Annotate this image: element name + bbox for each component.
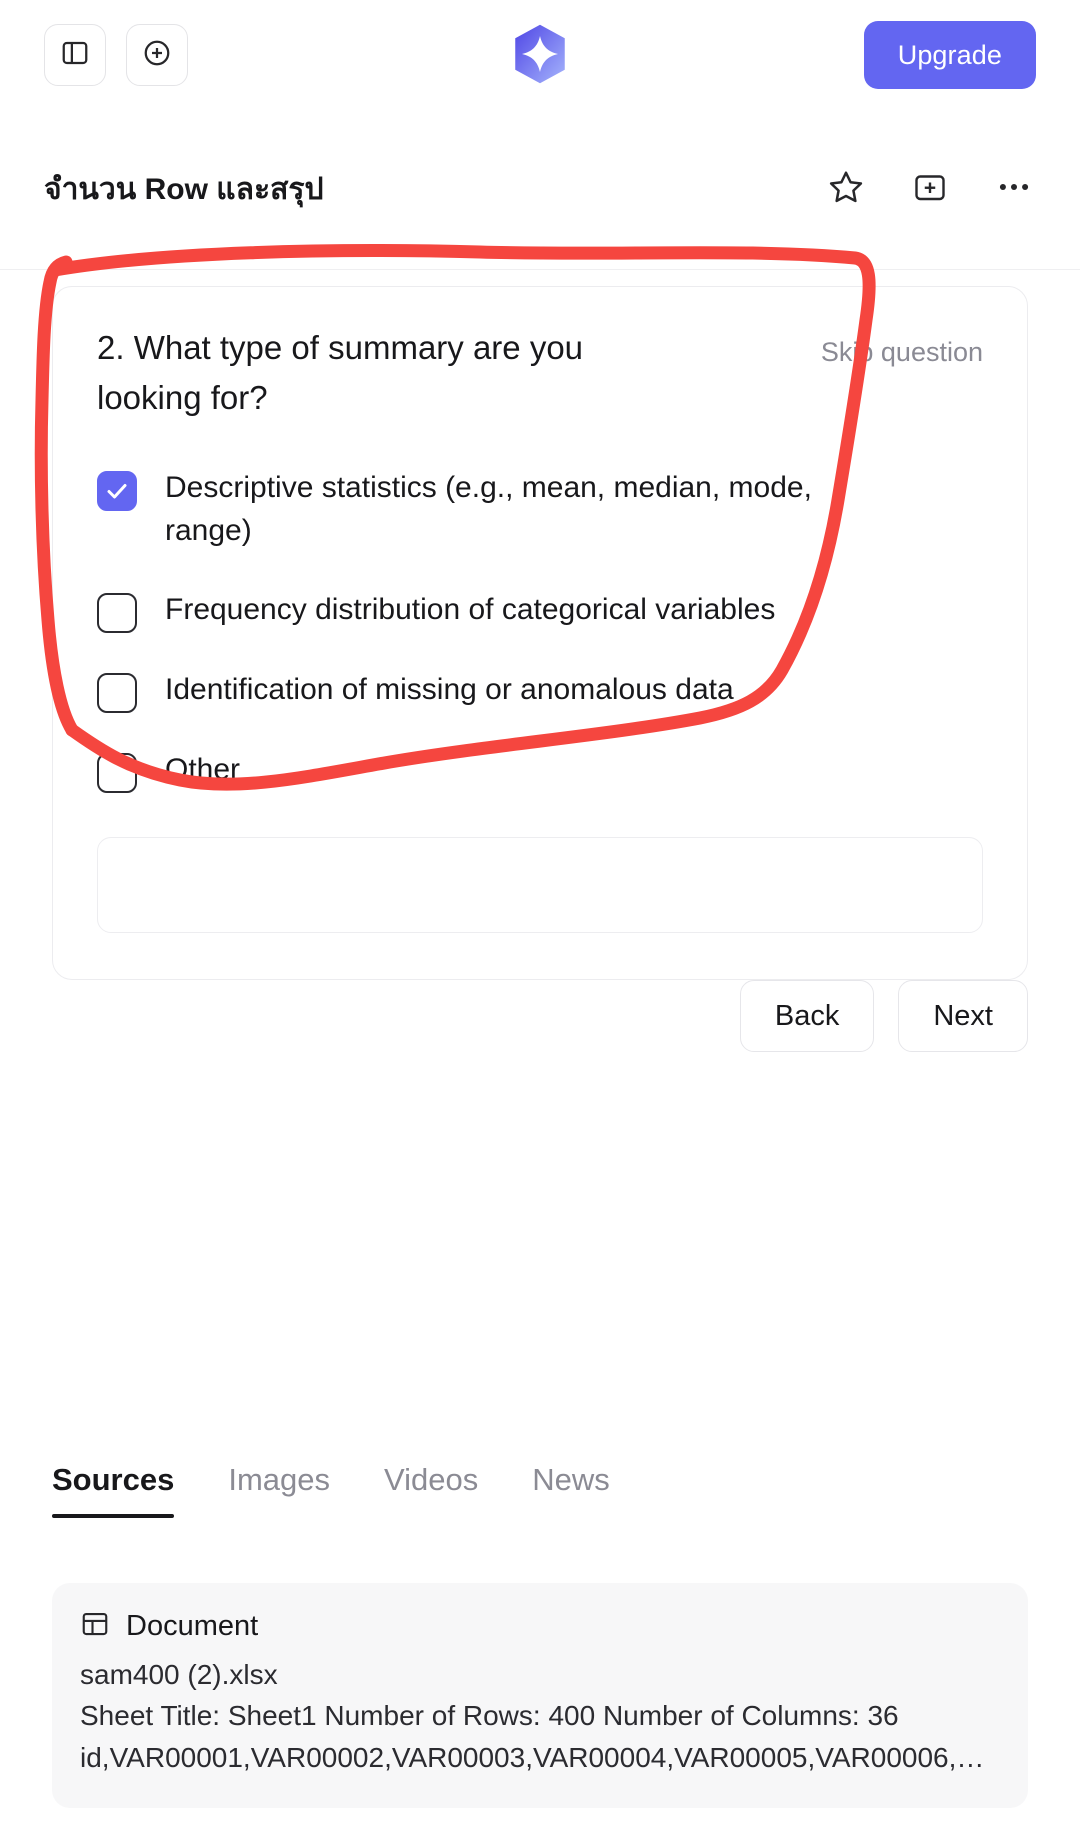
skip-question-button[interactable]: Skip question <box>820 337 983 367</box>
top-bar <box>0 0 1080 110</box>
tab-sources[interactable]: Sources <box>52 1462 174 1518</box>
checkbox-frequency-distribution[interactable] <box>97 593 137 633</box>
source-meta-line-2: id,VAR00001,VAR00002,VAR00003,VAR00004,VAR00005,VAR00006,… <box>80 1741 985 1773</box>
option-label: Identification of missing or anomalous data <box>165 672 734 706</box>
option-row[interactable] <box>97 467 983 552</box>
checkbox-other[interactable] <box>97 753 137 793</box>
conversation-title-bar <box>0 110 1080 270</box>
results-tabs <box>52 1462 1028 1518</box>
question-nav <box>740 980 1028 1052</box>
source-card[interactable] <box>52 1583 1028 1808</box>
tab-news[interactable]: News <box>532 1462 610 1497</box>
more-options-button[interactable] <box>992 168 1036 212</box>
add-to-folder-button[interactable] <box>908 168 952 212</box>
source-filename: sam400 (2).xlsx <box>80 1659 278 1690</box>
title-actions <box>824 168 1036 212</box>
sidebar-panel-icon <box>60 38 90 73</box>
checkbox-descriptive-statistics[interactable] <box>97 471 137 511</box>
source-header <box>80 1609 1000 1644</box>
star-icon <box>827 168 865 211</box>
table-document-icon <box>80 1609 110 1644</box>
checkbox-missing-data[interactable] <box>97 673 137 713</box>
question-card <box>52 286 1028 980</box>
source-meta-line-1: Sheet Title: Sheet1 Number of Rows: 400 Number of Columns: 36 <box>80 1700 899 1732</box>
plus-circle-icon <box>142 38 172 73</box>
upgrade-button[interactable]: Upgrade <box>864 21 1036 89</box>
question-text: 2. What type of summary are you looking for? <box>97 329 584 417</box>
new-chat-button[interactable] <box>126 24 188 86</box>
sidebar-toggle-button[interactable] <box>44 24 106 86</box>
source-kind: Document <box>126 1610 259 1642</box>
star-button[interactable] <box>824 168 868 212</box>
option-label: Frequency distribution of categorical variables <box>165 592 776 626</box>
back-button[interactable]: Back <box>740 980 874 1052</box>
folder-add-icon <box>912 169 948 210</box>
question-header <box>97 323 983 423</box>
option-label: Descriptive statistics (e.g., mean, median, mode, range) <box>165 471 812 547</box>
page-title: จำนวน Row และสรุป <box>44 173 324 206</box>
option-list <box>97 467 983 792</box>
option-row[interactable] <box>97 669 983 713</box>
option-row[interactable] <box>97 589 983 633</box>
app-logo[interactable] <box>502 18 578 94</box>
tab-videos[interactable]: Videos <box>384 1462 479 1497</box>
other-answer-input[interactable] <box>97 837 983 933</box>
option-row[interactable] <box>97 749 983 793</box>
tab-images[interactable]: Images <box>228 1462 331 1497</box>
option-label: Other <box>165 752 241 786</box>
next-button[interactable]: Next <box>898 980 1028 1052</box>
more-horizontal-icon <box>995 168 1033 211</box>
app-logo-icon <box>504 18 576 95</box>
